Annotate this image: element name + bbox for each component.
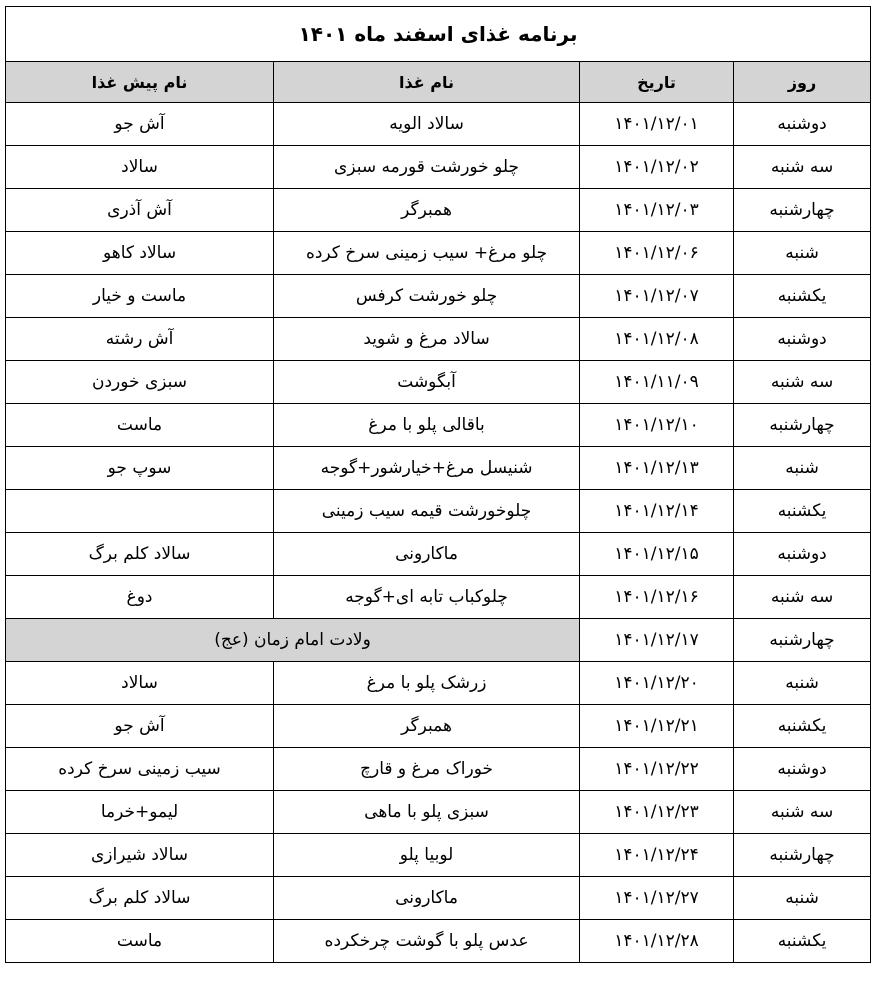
- date-cell: ۱۴۰۱/۱۲/۰۸: [580, 318, 734, 361]
- date-cell: ۱۴۰۱/۱۲/۰۶: [580, 232, 734, 275]
- food-cell: ماکارونی: [274, 877, 580, 920]
- day-cell: سه شنبه: [734, 791, 871, 834]
- header-food: نام غذا: [274, 62, 580, 103]
- food-cell: عدس پلو با گوشت چرخکرده: [274, 920, 580, 963]
- food-cell: سبزی پلو با ماهی: [274, 791, 580, 834]
- date-cell: ۱۴۰۱/۱۲/۱۷: [580, 619, 734, 662]
- date-cell: ۱۴۰۱/۱۲/۱۶: [580, 576, 734, 619]
- table-row: [6, 662, 871, 705]
- date-cell: ۱۴۰۱/۱۲/۱۴: [580, 490, 734, 533]
- starter-cell: آش رشته: [6, 318, 274, 361]
- food-cell: چلو خورشت کرفس: [274, 275, 580, 318]
- food-cell: همبرگر: [274, 705, 580, 748]
- starter-cell: آش آذری: [6, 189, 274, 232]
- table-row: [6, 404, 871, 447]
- date-cell: ۱۴۰۱/۱۲/۰۷: [580, 275, 734, 318]
- table-row: [6, 705, 871, 748]
- table-row: [6, 361, 871, 404]
- table-row: [6, 275, 871, 318]
- table-row: [6, 103, 871, 146]
- starter-cell: سالاد کاهو: [6, 232, 274, 275]
- date-cell: ۱۴۰۱/۱۲/۰۲: [580, 146, 734, 189]
- date-cell: ۱۴۰۱/۱۲/۲۸: [580, 920, 734, 963]
- table-row: [6, 490, 871, 533]
- starter-cell: ماست: [6, 920, 274, 963]
- food-cell: چلوخورشت قیمه سیب زمینی: [274, 490, 580, 533]
- starter-cell: سالاد شیرازی: [6, 834, 274, 877]
- date-cell: ۱۴۰۱/۱۱/۰۹: [580, 361, 734, 404]
- day-cell: سه شنبه: [734, 146, 871, 189]
- starter-cell: سالاد کلم برگ: [6, 877, 274, 920]
- starter-cell: آش جو: [6, 103, 274, 146]
- day-cell: چهارشنبه: [734, 619, 871, 662]
- title-row: [6, 7, 871, 62]
- starter-cell: سالاد: [6, 146, 274, 189]
- food-cell: شنیسل مرغ+خیارشور+گوجه: [274, 447, 580, 490]
- table-row: [6, 920, 871, 963]
- header-date: تاریخ: [580, 62, 734, 103]
- starter-cell: لیمو+خرما: [6, 791, 274, 834]
- starter-cell: سوپ جو: [6, 447, 274, 490]
- day-cell: یکشنبه: [734, 490, 871, 533]
- table-row: [6, 146, 871, 189]
- date-cell: ۱۴۰۱/۱۲/۲۱: [580, 705, 734, 748]
- date-cell: ۱۴۰۱/۱۲/۰۳: [580, 189, 734, 232]
- table-row: [6, 834, 871, 877]
- date-cell: ۱۴۰۱/۱۲/۲۷: [580, 877, 734, 920]
- starter-cell: سیب زمینی سرخ کرده: [6, 748, 274, 791]
- starter-cell: ماست: [6, 404, 274, 447]
- starter-cell: سالاد کلم برگ: [6, 533, 274, 576]
- header-row: [6, 62, 871, 103]
- food-cell: ماکارونی: [274, 533, 580, 576]
- day-cell: شنبه: [734, 877, 871, 920]
- date-cell: ۱۴۰۱/۱۲/۱۰: [580, 404, 734, 447]
- food-cell: سالاد الویه: [274, 103, 580, 146]
- starter-cell: دوغ: [6, 576, 274, 619]
- day-cell: یکشنبه: [734, 275, 871, 318]
- table-row: [6, 576, 871, 619]
- holiday-row: [6, 619, 871, 662]
- date-cell: ۱۴۰۱/۱۲/۰۱: [580, 103, 734, 146]
- holiday-label: ولادت امام زمان (عج): [6, 619, 580, 662]
- day-cell: چهارشنبه: [734, 189, 871, 232]
- table-row: [6, 533, 871, 576]
- day-cell: دوشنبه: [734, 103, 871, 146]
- day-cell: شنبه: [734, 232, 871, 275]
- table-row: [6, 318, 871, 361]
- day-cell: سه شنبه: [734, 576, 871, 619]
- day-cell: چهارشنبه: [734, 834, 871, 877]
- date-cell: ۱۴۰۱/۱۲/۲۰: [580, 662, 734, 705]
- starter-cell: آش جو: [6, 705, 274, 748]
- table-title: برنامه غذای اسفند ماه ۱۴۰۱: [6, 7, 871, 62]
- food-cell: سالاد مرغ و شوید: [274, 318, 580, 361]
- day-cell: دوشنبه: [734, 318, 871, 361]
- starter-cell: سالاد: [6, 662, 274, 705]
- menu-table: [5, 6, 871, 963]
- starter-cell: [6, 490, 274, 533]
- table-row: [6, 791, 871, 834]
- table-row: [6, 189, 871, 232]
- header-day: روز: [734, 62, 871, 103]
- food-cell: چلو خورشت قورمه سبزی: [274, 146, 580, 189]
- table-row: [6, 447, 871, 490]
- table-row: [6, 748, 871, 791]
- food-cell: باقالی پلو با مرغ: [274, 404, 580, 447]
- food-cell: خوراک مرغ و قارچ: [274, 748, 580, 791]
- food-cell: همبرگر: [274, 189, 580, 232]
- table-row: [6, 877, 871, 920]
- date-cell: ۱۴۰۱/۱۲/۲۴: [580, 834, 734, 877]
- date-cell: ۱۴۰۱/۱۲/۲۲: [580, 748, 734, 791]
- date-cell: ۱۴۰۱/۱۲/۱۵: [580, 533, 734, 576]
- day-cell: دوشنبه: [734, 748, 871, 791]
- food-cell: لوبیا پلو: [274, 834, 580, 877]
- starter-cell: سبزی خوردن: [6, 361, 274, 404]
- header-starter: نام پیش غذا: [6, 62, 274, 103]
- table-row: [6, 232, 871, 275]
- day-cell: سه شنبه: [734, 361, 871, 404]
- food-cell: چلو مرغ+ سیب زمینی سرخ کرده: [274, 232, 580, 275]
- day-cell: یکشنبه: [734, 705, 871, 748]
- food-cell: آبگوشت: [274, 361, 580, 404]
- food-cell: چلوکباب تابه ای+گوجه: [274, 576, 580, 619]
- date-cell: ۱۴۰۱/۱۲/۲۳: [580, 791, 734, 834]
- starter-cell: ماست و خیار: [6, 275, 274, 318]
- date-cell: ۱۴۰۱/۱۲/۱۳: [580, 447, 734, 490]
- food-cell: زرشک پلو با مرغ: [274, 662, 580, 705]
- day-cell: دوشنبه: [734, 533, 871, 576]
- day-cell: شنبه: [734, 662, 871, 705]
- day-cell: یکشنبه: [734, 920, 871, 963]
- day-cell: چهارشنبه: [734, 404, 871, 447]
- day-cell: شنبه: [734, 447, 871, 490]
